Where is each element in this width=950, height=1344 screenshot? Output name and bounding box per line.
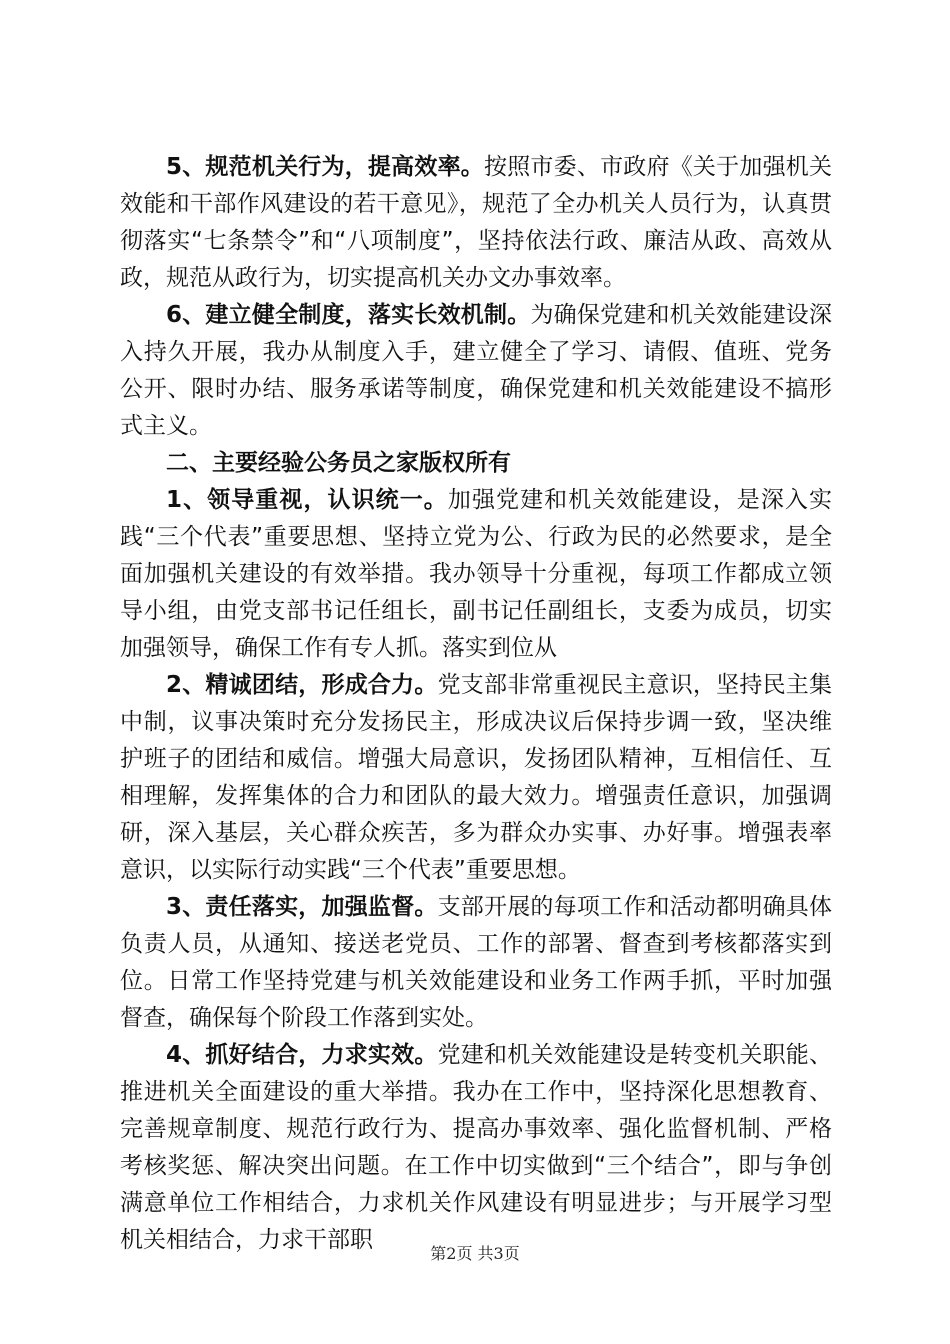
section-title: 二、主要经验公务员之家版权所有 (166, 450, 511, 476)
paragraph-text: 按照市委、市政府《关于加强机关效能和干部作风建设的若干意见》，规范了全办机关人员行为，认真贯彻落实“七条禁令”和“八项制度”，坚持依法行政、廉洁从政、高效从政，规范从政行为，切实提高机关办文办事效率。 (120, 154, 832, 291)
paragraph-1 (120, 482, 832, 667)
paragraph-2 (120, 667, 832, 889)
paragraph-5 (120, 149, 832, 297)
paragraph-text: 加强党建和机关效能建设，是深入实践“三个代表”重要思想、坚持立党为公、行政为民的必然要求，是全面加强机关建设的有效举措。我办领导十分重视，每项工作都成立领导小组，由党支部书记任组长，副书记任副组长，支委为成员，切实加强领导，确保工作有专人抓。落实到位从 (120, 487, 832, 661)
paragraph-4 (120, 1037, 832, 1259)
paragraph-text: 党支部非常重视民主意识，坚持民主集中制，议事决策时充分发扬民主，形成决议后保持步调一致，坚决维护班子的团结和威信。增强大局意识，发扬团队精神，互相信任、互相理解，发挥集体的合力和团队的最大效力。增强责任意识，加强调研，深入基层，关心群众疾苦，多为群众办实事、办好事。增强表率意识，以实际行动实践“三个代表”重要思想。 (120, 672, 832, 883)
page-footer: 第2页 共3页 (430, 1244, 520, 1263)
paragraph-text: 党建和机关效能建设是转变机关职能、推进机关全面建设的重大举措。我办在工作中，坚持深化思想教育、完善规章制度、规范行政行为、提高办事效率、强化监督机制、严格考核奖惩、解决突出问题。在工作中切实做到“三个结合”，即与争创满意单位工作相结合，力求机关作风建设有明显进步；与开展学习型机关相结合，力求干部职 (120, 1042, 832, 1253)
paragraph-heading: 6、建立健全制度，落实长效机制。 (166, 302, 531, 328)
document-body (120, 149, 832, 1259)
paragraph-heading: 4、抓好结合，力求实效。 (166, 1042, 438, 1068)
paragraph-heading: 3、责任落实，加强监督。 (166, 894, 438, 920)
paragraph-heading: 1、领导重视，认识统一。 (166, 487, 448, 513)
paragraph-6 (120, 297, 832, 445)
paragraph-text: 支部开展的每项工作和活动都明确具体负责人员，从通知、接送老党员、工作的部署、督查到考核都落实到位。日常工作坚持党建与机关效能建设和业务工作两手抓，平时加强督查，确保每个阶段工作落到实处。 (120, 894, 832, 1031)
paragraph-3 (120, 889, 832, 1037)
paragraph-heading: 5、规范机关行为，提高效率。 (166, 154, 484, 180)
paragraph-text: 为确保党建和机关效能建设深入持久开展，我办从制度入手，建立健全了学习、请假、值班、党务公开、限时办结、服务承诺等制度，确保党建和机关效能建设不搞形式主义。 (120, 302, 833, 439)
paragraph-heading: 2、精诚团结，形成合力。 (166, 672, 438, 698)
